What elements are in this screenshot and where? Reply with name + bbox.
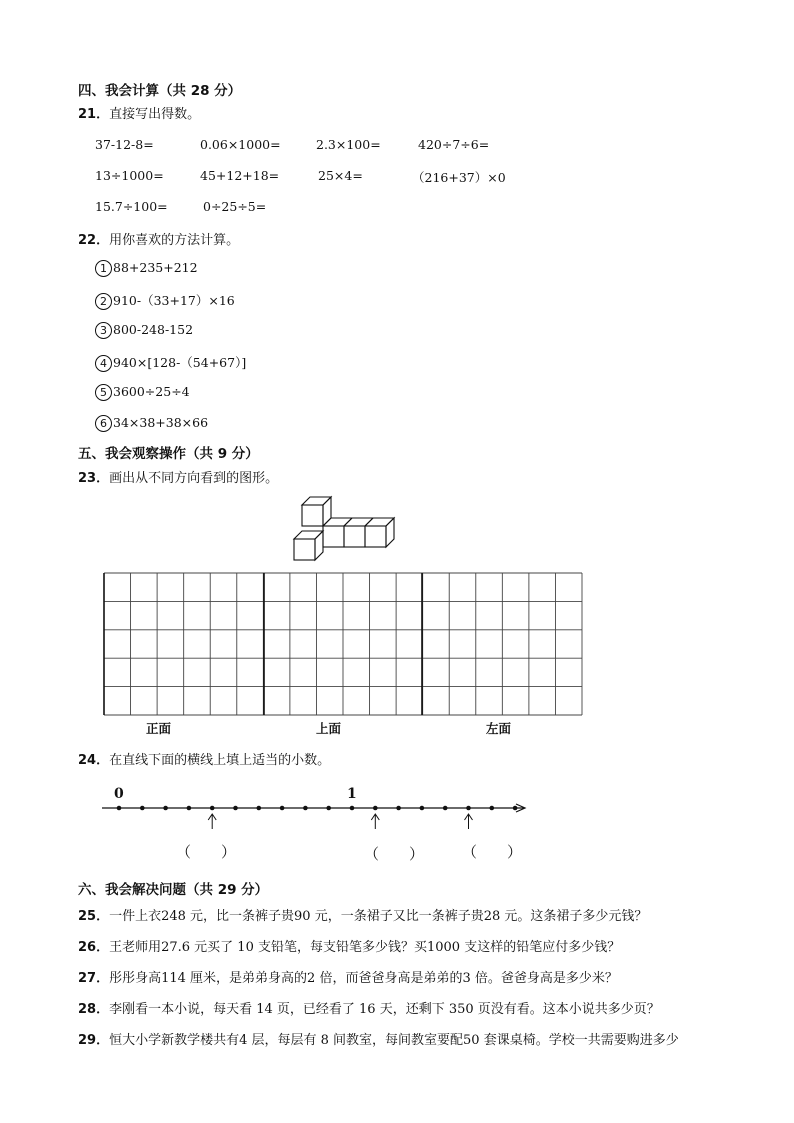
question-26: [78, 936, 620, 955]
answer-blank[interactable]: （ ）: [176, 843, 237, 861]
expr-item-3: [95, 322, 193, 339]
tick-dot: [280, 806, 285, 811]
question-number: 25．: [78, 909, 110, 924]
question-25: [78, 905, 647, 924]
question-number: 22．: [78, 233, 110, 248]
section-4-title: 四、我会计算（共 28 分）: [78, 83, 242, 99]
tick-dot: [350, 806, 355, 811]
question-text: 画出从不同方向看到的图形。: [109, 471, 279, 486]
question-28: [78, 998, 660, 1017]
question-24: [78, 749, 330, 768]
tick-dot: [513, 806, 518, 811]
question-23: [78, 467, 278, 486]
top-view-label: 上面: [316, 721, 342, 736]
calc-item: 15.7÷100=: [95, 199, 168, 214]
question-text: 王老师用27.6 元买了 10 支铅笔，每支铅笔多少钱？买1000 支这样的铅笔应付多少钱？: [109, 940, 621, 955]
calc-item: 2.3×100=: [316, 137, 381, 152]
up-arrow-icon: [371, 814, 379, 829]
front-view-label: 正面: [146, 721, 172, 736]
expression: 88+235+212: [113, 260, 198, 275]
expr-item-6: [95, 415, 208, 432]
question-number: 26．: [78, 940, 110, 955]
number-label-zero: 0: [114, 786, 124, 802]
number-line: [98, 782, 538, 842]
calc-item: 37-12-8=: [95, 137, 154, 152]
expression: 940×[128-（54+67）]: [113, 355, 247, 370]
question-number: 28．: [78, 1002, 110, 1017]
expr-item-5: [95, 384, 190, 401]
expression: 34×38+38×66: [113, 415, 209, 430]
tick-dot: [396, 806, 401, 811]
section-5-title: 五、我会观察操作（共 9 分）: [78, 446, 259, 462]
section-6-title: 六、我会解决问题（共 29 分）: [78, 882, 269, 898]
question-text: 用你喜欢的方法计算。: [109, 233, 240, 248]
expression: 800-248-152: [113, 322, 194, 337]
tick-dot: [443, 806, 448, 811]
tick-dot: [233, 806, 238, 811]
tick-dot: [210, 806, 215, 811]
number-label-one: 1: [347, 786, 357, 802]
question-number: 23．: [78, 471, 110, 486]
tick-dot: [257, 806, 262, 811]
tick-dot: [140, 806, 145, 811]
question-number: 27．: [78, 971, 110, 986]
expression: 3600÷25÷4: [113, 384, 190, 399]
tick-dot: [466, 806, 471, 811]
up-arrow-icon: [208, 814, 216, 829]
expr-item-4: [95, 353, 246, 372]
question-number: 29．: [78, 1033, 110, 1048]
tick-dot: [420, 806, 425, 811]
calc-item: 420÷7÷6=: [418, 137, 490, 152]
calc-item: 25×4=: [318, 168, 363, 183]
tick-dot: [163, 806, 168, 811]
question-text: 直接写出得数。: [109, 107, 201, 122]
answer-blank[interactable]: （ ）: [364, 845, 425, 863]
calc-item: 0÷25÷5=: [203, 199, 267, 214]
expr-item-1: [95, 260, 198, 277]
cube-figure: [290, 490, 405, 565]
question-text: 彤彤身高114 厘米，是弟弟身高的2 倍，而爸爸身高是弟弟的3 倍。爸爸身高是多少米？: [109, 971, 618, 986]
question-text: 一件上衣248 元，比一条裤子贵90 元，一条裙子又比一条裤子贵28 元。这条裙子多少元钱？: [109, 909, 648, 924]
question-text: 李刚看一本小说，每天看 14 页，已经看了 16 天，还剩下 350 页没有看。这本小说共多少页？: [109, 1002, 660, 1017]
answer-blank[interactable]: （ ）: [462, 843, 523, 861]
drawing-grid: [100, 570, 586, 720]
expression: 910-（33+17）×16: [113, 293, 235, 308]
calc-item: （216+37）×0: [412, 170, 506, 185]
circled-number: 5: [95, 384, 112, 401]
question-22: [78, 229, 239, 248]
tick-dot: [373, 806, 378, 811]
question-number: 24．: [78, 753, 110, 768]
question-29: [78, 1029, 679, 1048]
calc-item: 13÷1000=: [95, 168, 164, 183]
circled-number: 3: [95, 322, 112, 339]
calc-item: 0.06×1000=: [200, 137, 281, 152]
circled-number: 1: [95, 260, 112, 277]
circled-number: 6: [95, 415, 112, 432]
up-arrow-icon: [465, 814, 473, 829]
circled-number: 4: [95, 355, 112, 372]
question-21: [78, 103, 200, 122]
left-view-label: 左面: [486, 721, 512, 736]
tick-dot: [326, 806, 331, 811]
question-text: 在直线下面的横线上填上适当的小数。: [109, 753, 331, 768]
tick-dot: [490, 806, 495, 811]
tick-dot: [117, 806, 122, 811]
question-number: 21．: [78, 107, 110, 122]
circled-number: 2: [95, 293, 112, 310]
calc-item: 45+12+18=: [200, 168, 280, 183]
question-27: [78, 967, 618, 986]
expr-item-2: [95, 291, 235, 310]
tick-dot: [187, 806, 192, 811]
tick-dot: [303, 806, 308, 811]
question-text: 恒大小学新教学楼共有4 层，每层有 8 间教室，每间教室要配50 套课桌椅。学校一共需要购进多少: [109, 1033, 679, 1048]
